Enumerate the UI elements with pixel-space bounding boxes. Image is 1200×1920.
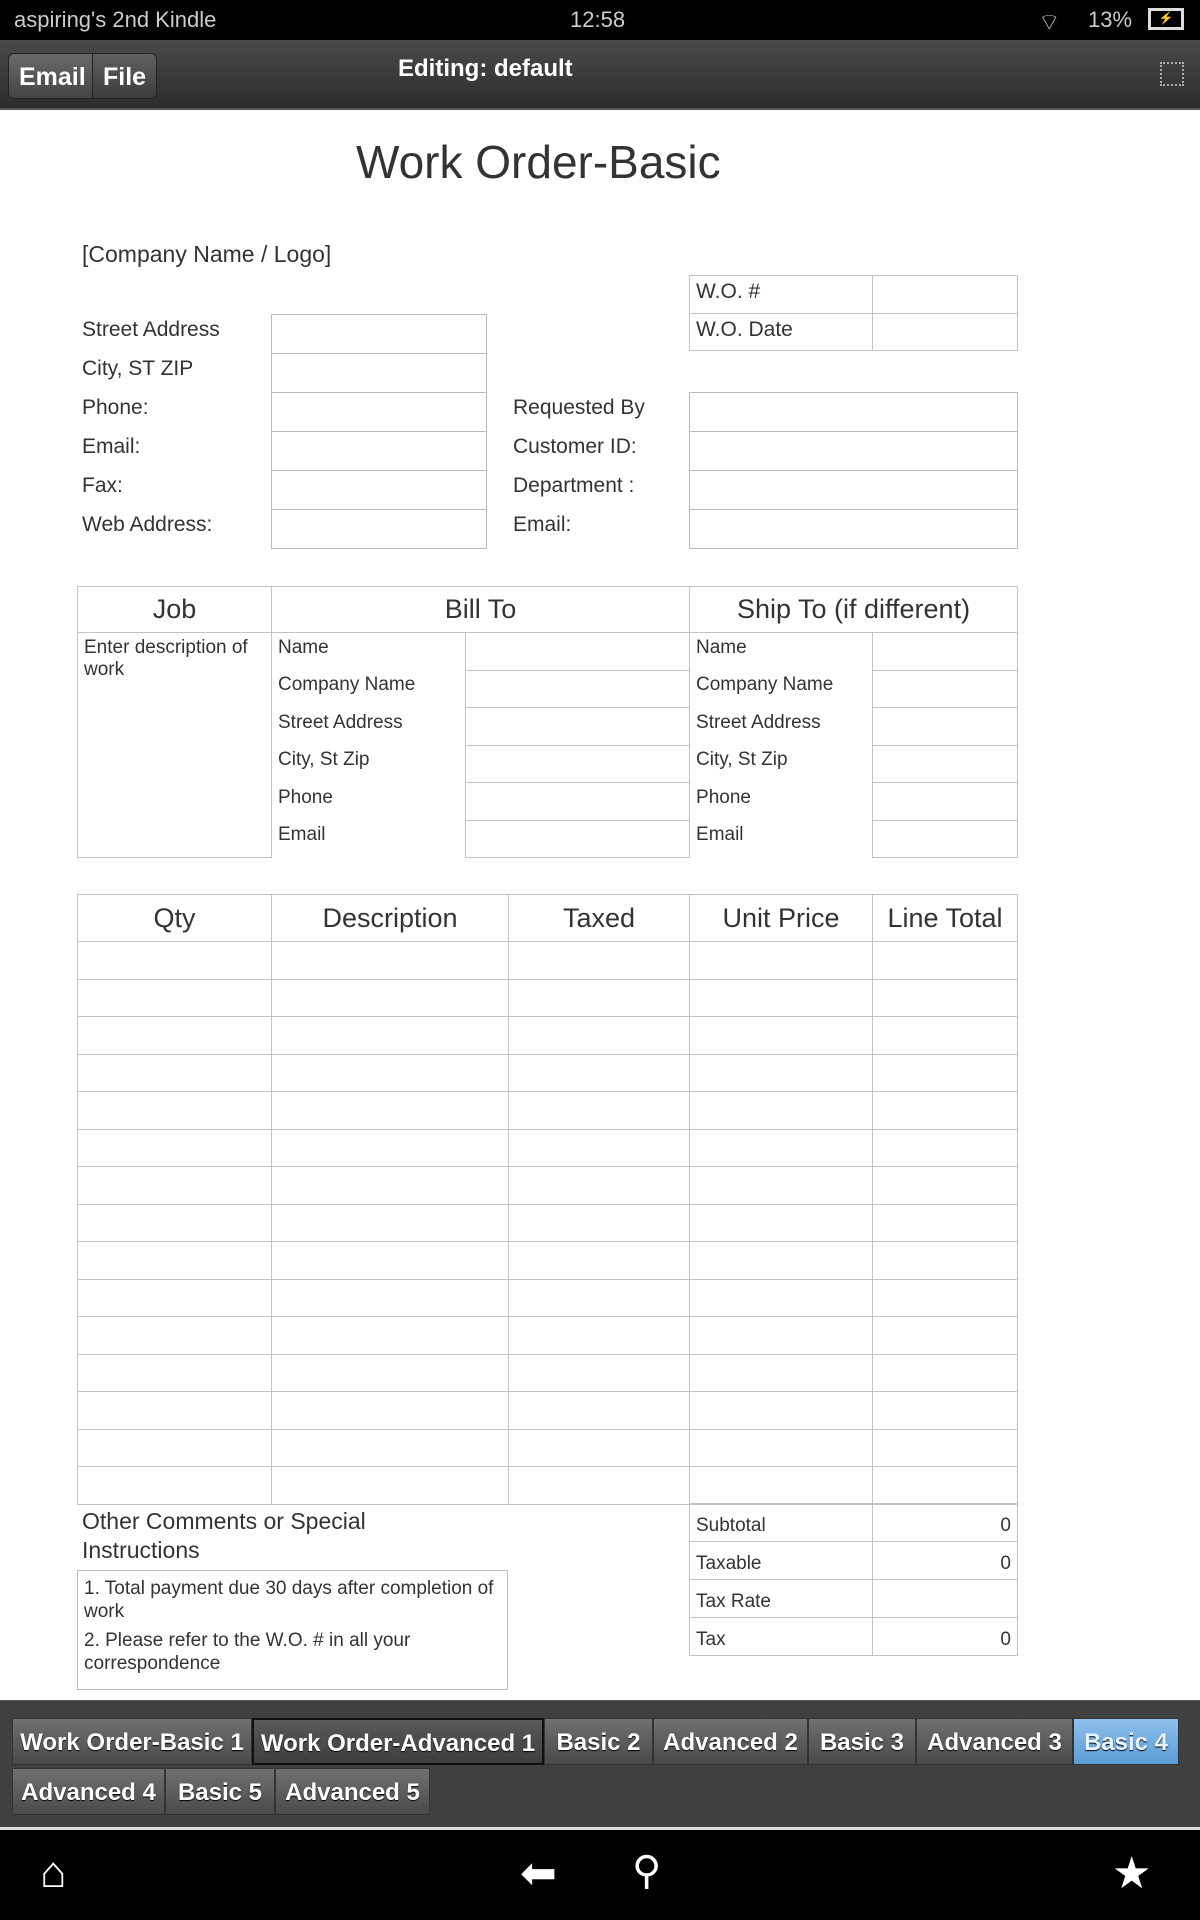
bill-to-label: Phone bbox=[272, 783, 466, 821]
back-icon[interactable]: ⬅ bbox=[520, 1849, 557, 1898]
home-icon[interactable]: ⌂ bbox=[40, 1848, 67, 1897]
clock: 12:58 bbox=[570, 7, 626, 32]
sheet-tab[interactable]: Advanced 4 bbox=[12, 1768, 165, 1815]
item-cell[interactable] bbox=[78, 1279, 272, 1317]
items-table bbox=[77, 894, 1018, 1505]
address-label: City, ST ZIP bbox=[82, 357, 194, 380]
table-row bbox=[78, 1204, 1018, 1242]
item-cell[interactable] bbox=[78, 1167, 272, 1205]
item-cell[interactable] bbox=[272, 1167, 509, 1205]
item-cell[interactable] bbox=[509, 1429, 690, 1467]
page-title: Work Order-Basic bbox=[356, 136, 721, 188]
email-button[interactable]: Email bbox=[8, 53, 97, 99]
ship-to-field[interactable] bbox=[873, 783, 1018, 821]
item-cell[interactable] bbox=[873, 979, 1018, 1017]
totals-row bbox=[690, 1580, 1018, 1618]
item-cell[interactable] bbox=[690, 1429, 873, 1467]
totals-row bbox=[690, 1618, 1018, 1656]
sheet-tab[interactable]: Advanced 3 bbox=[916, 1718, 1073, 1765]
item-cell[interactable] bbox=[690, 1092, 873, 1130]
item-cell[interactable] bbox=[78, 942, 272, 980]
item-cell[interactable] bbox=[78, 1092, 272, 1130]
item-cell[interactable] bbox=[272, 1467, 509, 1505]
bill-to-header: Bill To bbox=[272, 587, 690, 633]
item-cell[interactable] bbox=[873, 1242, 1018, 1280]
totals-row bbox=[690, 1542, 1018, 1580]
ship-to-field[interactable] bbox=[873, 670, 1018, 708]
item-cell[interactable] bbox=[509, 1054, 690, 1092]
item-header: Line Total bbox=[873, 895, 1018, 942]
item-cell[interactable] bbox=[509, 979, 690, 1017]
item-cell[interactable] bbox=[78, 1017, 272, 1055]
item-cell[interactable] bbox=[78, 979, 272, 1017]
file-button[interactable]: File bbox=[92, 53, 157, 99]
bill-to-label: Street Address bbox=[272, 708, 466, 746]
table-row bbox=[78, 942, 1018, 980]
item-cell[interactable] bbox=[272, 1017, 509, 1055]
table-row bbox=[78, 1467, 1018, 1505]
job-header: Job bbox=[78, 587, 272, 633]
item-cell[interactable] bbox=[78, 1242, 272, 1280]
ship-to-label: Street Address bbox=[690, 708, 873, 746]
item-cell[interactable] bbox=[272, 1392, 509, 1430]
address-field[interactable] bbox=[271, 509, 487, 549]
item-cell[interactable] bbox=[690, 942, 873, 980]
item-cell[interactable] bbox=[873, 1392, 1018, 1430]
item-cell[interactable] bbox=[690, 1129, 873, 1167]
item-cell[interactable] bbox=[78, 1429, 272, 1467]
sheet-tab-bar bbox=[0, 1700, 1200, 1830]
sheet-tab[interactable]: Basic 5 bbox=[165, 1768, 275, 1815]
item-cell[interactable] bbox=[690, 979, 873, 1017]
battery-icon: ⚡ bbox=[1148, 8, 1184, 30]
ship-to-field[interactable] bbox=[873, 633, 1018, 671]
item-header: Unit Price bbox=[690, 895, 873, 942]
item-cell[interactable] bbox=[509, 1354, 690, 1392]
job-table bbox=[77, 586, 1018, 858]
comments-box[interactable] bbox=[77, 1570, 508, 1690]
comments-title: Other Comments or Special Instructions bbox=[82, 1508, 366, 1563]
sheet-tab[interactable]: Basic 3 bbox=[808, 1718, 916, 1765]
address-field[interactable] bbox=[271, 431, 487, 471]
table-row bbox=[78, 1279, 1018, 1317]
item-cell[interactable] bbox=[873, 1167, 1018, 1205]
sheet-tab[interactable]: Basic 4 bbox=[1073, 1718, 1179, 1765]
item-cell[interactable] bbox=[873, 1317, 1018, 1355]
wo-date-field[interactable] bbox=[873, 313, 1018, 351]
table-row bbox=[78, 1017, 1018, 1055]
fullscreen-icon[interactable] bbox=[1160, 62, 1184, 86]
bill-to-field[interactable] bbox=[466, 783, 690, 821]
totals-label: Tax Rate bbox=[690, 1580, 873, 1618]
ship-to-label: Email bbox=[690, 820, 873, 858]
address-label: Web Address: bbox=[82, 513, 213, 536]
totals-table bbox=[689, 1503, 1018, 1656]
comment-line: 2. Please refer to the W.O. # in all your correspondence bbox=[84, 1630, 411, 1674]
bill-to-label: Company Name bbox=[272, 670, 466, 708]
ship-to-label: City, St Zip bbox=[690, 745, 873, 783]
item-cell[interactable] bbox=[78, 1354, 272, 1392]
bill-to-field[interactable] bbox=[466, 708, 690, 746]
table-row bbox=[78, 1392, 1018, 1430]
totals-row bbox=[690, 1504, 1018, 1542]
item-cell[interactable] bbox=[272, 1279, 509, 1317]
item-cell[interactable] bbox=[873, 1467, 1018, 1505]
item-cell[interactable] bbox=[873, 1092, 1018, 1130]
address-label: Phone: bbox=[82, 396, 149, 419]
item-cell[interactable] bbox=[873, 1354, 1018, 1392]
item-cell[interactable] bbox=[690, 1392, 873, 1430]
bill-to-label: Email bbox=[272, 820, 466, 858]
sheet-tab[interactable]: Work Order-Advanced 1 bbox=[252, 1718, 544, 1765]
item-cell[interactable] bbox=[690, 1354, 873, 1392]
item-cell[interactable] bbox=[272, 1054, 509, 1092]
ship-to-field[interactable] bbox=[873, 745, 1018, 783]
item-cell[interactable] bbox=[272, 1242, 509, 1280]
address-field[interactable] bbox=[271, 314, 487, 354]
search-icon[interactable]: ⚲ bbox=[632, 1849, 662, 1893]
editing-title: Editing: default bbox=[398, 55, 573, 82]
item-cell[interactable] bbox=[78, 1392, 272, 1430]
item-cell[interactable] bbox=[509, 1092, 690, 1130]
customer-label: Requested By bbox=[513, 396, 645, 419]
item-cell[interactable] bbox=[509, 1317, 690, 1355]
wo-date-label: W.O. Date bbox=[690, 313, 873, 351]
table-row bbox=[78, 1242, 1018, 1280]
item-cell[interactable] bbox=[78, 1317, 272, 1355]
address-label: Street Address bbox=[82, 318, 220, 341]
item-cell[interactable] bbox=[873, 1429, 1018, 1467]
sheet-tab[interactable]: Basic 2 bbox=[544, 1718, 653, 1765]
table-row bbox=[78, 1317, 1018, 1355]
ship-to-header: Ship To (if different) bbox=[690, 587, 1018, 633]
item-cell[interactable] bbox=[873, 1129, 1018, 1167]
item-cell[interactable] bbox=[509, 1204, 690, 1242]
bill-to-field[interactable] bbox=[466, 633, 690, 671]
item-cell[interactable] bbox=[509, 1242, 690, 1280]
comment-line: 1. Total payment due 30 days after completion of work bbox=[84, 1578, 494, 1622]
bill-to-label: Name bbox=[272, 633, 466, 671]
item-cell[interactable] bbox=[272, 1204, 509, 1242]
bill-to-field[interactable] bbox=[466, 820, 690, 858]
item-cell[interactable] bbox=[272, 1317, 509, 1355]
totals-value: 0 bbox=[873, 1542, 1018, 1580]
item-cell[interactable] bbox=[78, 1129, 272, 1167]
ship-to-field[interactable] bbox=[873, 708, 1018, 746]
totals-value bbox=[873, 1580, 1018, 1618]
item-cell[interactable] bbox=[509, 942, 690, 980]
item-cell[interactable] bbox=[873, 1279, 1018, 1317]
item-cell[interactable] bbox=[78, 1054, 272, 1092]
item-cell[interactable] bbox=[690, 1317, 873, 1355]
item-cell[interactable] bbox=[509, 1129, 690, 1167]
ship-to-field[interactable] bbox=[873, 820, 1018, 858]
toolbar bbox=[0, 40, 1200, 110]
table-row bbox=[78, 1354, 1018, 1392]
bill-to-field[interactable] bbox=[466, 670, 690, 708]
table-row bbox=[78, 1167, 1018, 1205]
bill-to-label: City, St Zip bbox=[272, 745, 466, 783]
battery-percent: 13% bbox=[1088, 7, 1133, 32]
item-cell[interactable] bbox=[690, 1167, 873, 1205]
customer-field[interactable] bbox=[689, 431, 1018, 471]
sheet-tab[interactable]: Work Order-Basic 1 bbox=[12, 1718, 252, 1765]
address-field[interactable] bbox=[271, 470, 487, 510]
wifi-icon: ⌔ bbox=[1038, 9, 1061, 36]
item-header: Qty bbox=[78, 895, 272, 942]
table-row bbox=[78, 979, 1018, 1017]
item-cell[interactable] bbox=[78, 1467, 272, 1505]
item-cell[interactable] bbox=[873, 1204, 1018, 1242]
item-cell[interactable] bbox=[272, 1354, 509, 1392]
totals-label: Subtotal bbox=[690, 1504, 873, 1542]
favorites-star-icon[interactable]: ★ bbox=[1112, 1849, 1152, 1898]
job-description[interactable]: Enter description of work bbox=[78, 633, 272, 858]
item-cell[interactable] bbox=[272, 1092, 509, 1130]
item-cell[interactable] bbox=[873, 942, 1018, 980]
item-cell[interactable] bbox=[509, 1017, 690, 1055]
totals-value: 0 bbox=[873, 1504, 1018, 1542]
wo-table bbox=[689, 275, 1018, 351]
address-label: Fax: bbox=[82, 474, 123, 497]
address-field[interactable] bbox=[271, 392, 487, 432]
item-cell[interactable] bbox=[509, 1392, 690, 1430]
item-cell[interactable] bbox=[873, 1054, 1018, 1092]
customer-field[interactable] bbox=[689, 392, 1018, 432]
item-cell[interactable] bbox=[690, 1054, 873, 1092]
company-name: [Company Name / Logo] bbox=[82, 241, 332, 267]
item-cell[interactable] bbox=[509, 1467, 690, 1505]
bill-to-field[interactable] bbox=[466, 745, 690, 783]
item-cell[interactable] bbox=[272, 1429, 509, 1467]
totals-value: 0 bbox=[873, 1618, 1018, 1656]
item-cell[interactable] bbox=[272, 979, 509, 1017]
customer-label: Customer ID: bbox=[513, 435, 637, 458]
wo-number-label: W.O. # bbox=[690, 276, 873, 314]
ship-to-label: Phone bbox=[690, 783, 873, 821]
table-row bbox=[78, 1054, 1018, 1092]
sheet-tab[interactable]: Advanced 5 bbox=[275, 1768, 430, 1815]
table-row bbox=[78, 1092, 1018, 1130]
table-row bbox=[78, 1429, 1018, 1467]
device-name: aspiring's 2nd Kindle bbox=[14, 7, 217, 32]
item-cell[interactable] bbox=[272, 942, 509, 980]
sheet-tab[interactable]: Advanced 2 bbox=[653, 1718, 808, 1765]
address-label: Email: bbox=[82, 435, 141, 458]
item-cell[interactable] bbox=[509, 1167, 690, 1205]
contact-row bbox=[78, 633, 1018, 671]
totals-label: Tax bbox=[690, 1618, 873, 1656]
customer-field[interactable] bbox=[689, 470, 1018, 510]
table-row bbox=[78, 1129, 1018, 1167]
item-header: Taxed bbox=[509, 895, 690, 942]
item-cell[interactable] bbox=[690, 1467, 873, 1505]
item-cell[interactable] bbox=[272, 1129, 509, 1167]
wo-number-field[interactable] bbox=[873, 276, 1018, 314]
totals-label: Taxable bbox=[690, 1542, 873, 1580]
ship-to-label: Company Name bbox=[690, 670, 873, 708]
item-cell[interactable] bbox=[690, 1204, 873, 1242]
customer-label: Email: bbox=[513, 513, 572, 536]
address-field[interactable] bbox=[271, 353, 487, 393]
item-cell[interactable] bbox=[690, 1242, 873, 1280]
customer-label: Department : bbox=[513, 474, 635, 497]
customer-field[interactable] bbox=[689, 509, 1018, 549]
item-header: Description bbox=[272, 895, 509, 942]
bottom-nav bbox=[0, 1830, 1200, 1920]
item-cell[interactable] bbox=[690, 1017, 873, 1055]
item-cell[interactable] bbox=[873, 1017, 1018, 1055]
ship-to-label: Name bbox=[690, 633, 873, 671]
item-cell[interactable] bbox=[78, 1204, 272, 1242]
item-cell[interactable] bbox=[509, 1279, 690, 1317]
item-cell[interactable] bbox=[690, 1279, 873, 1317]
